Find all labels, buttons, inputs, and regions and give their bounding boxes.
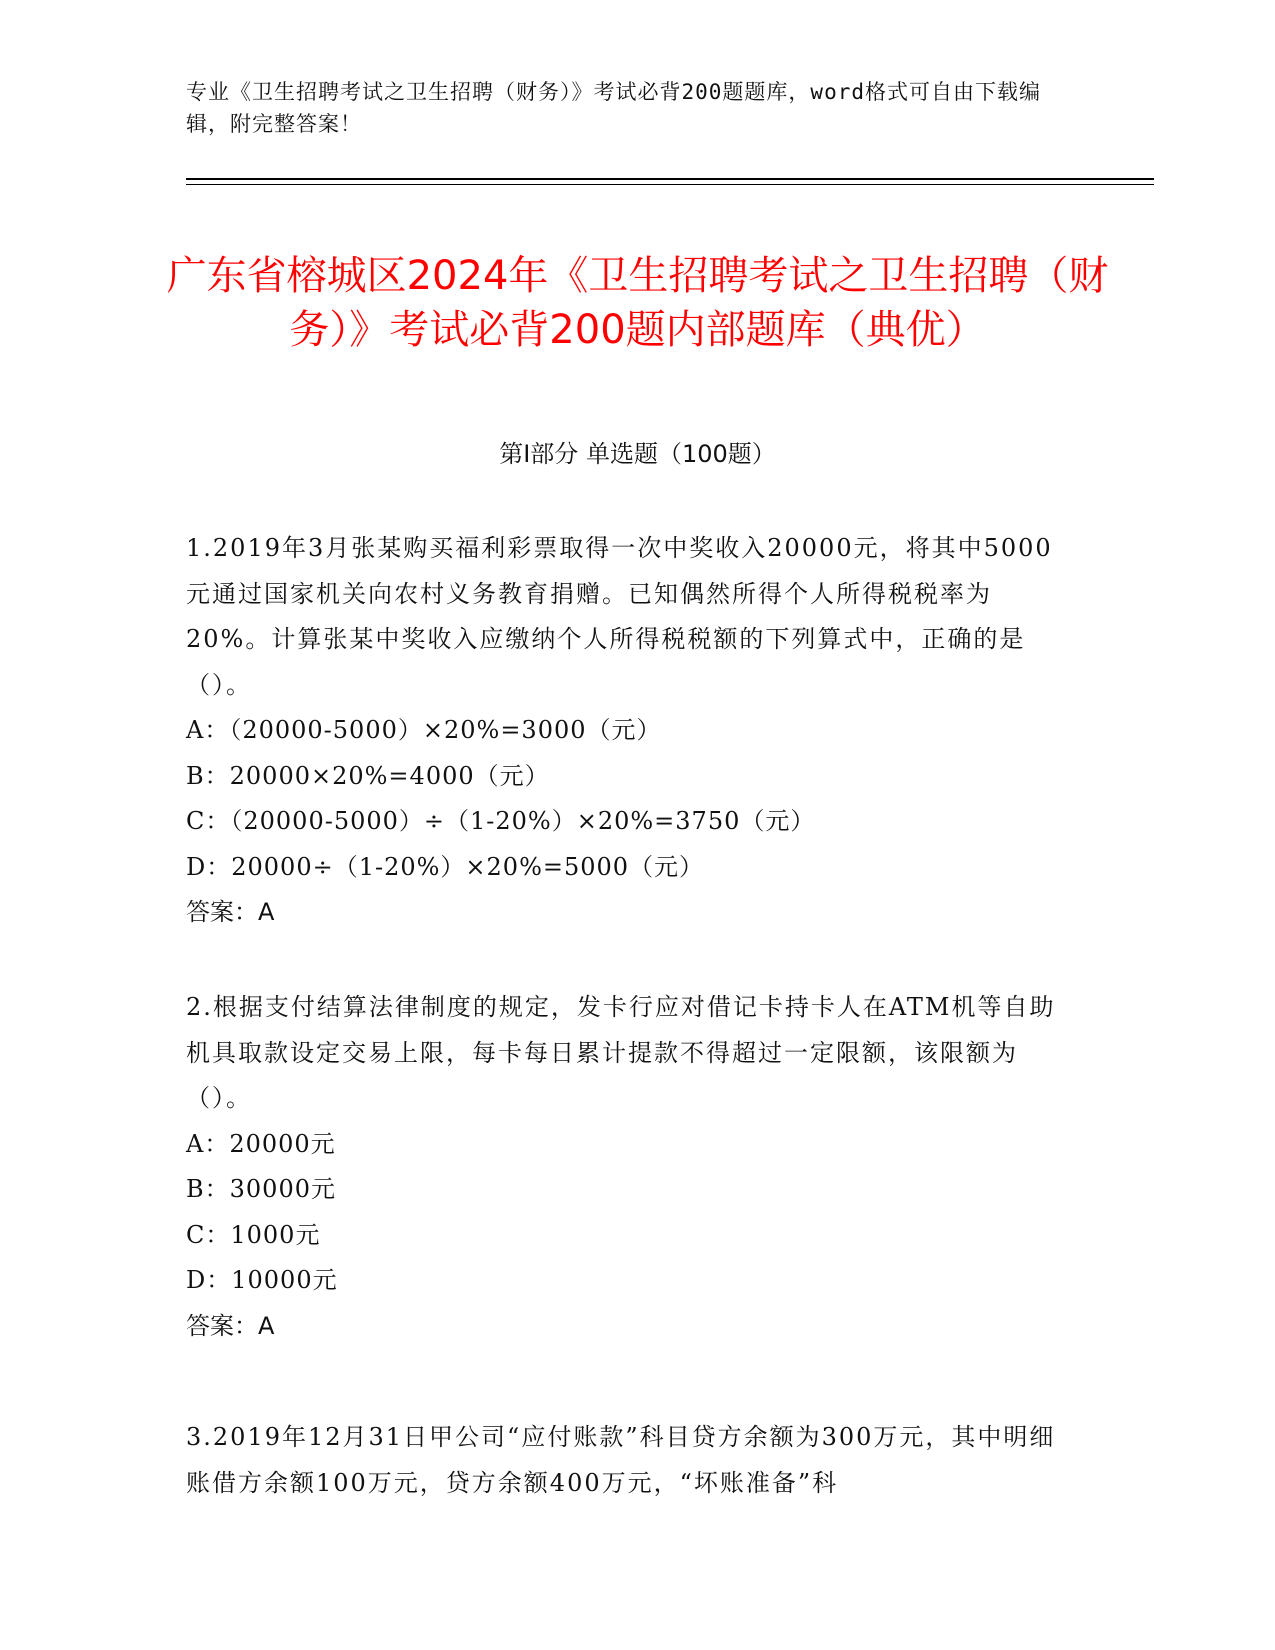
question-stem: 2.根据支付结算法律制度的规定，发卡行应对借记卡持卡人在ATM机等自助机具取款设定交易上限，每卡每日累计提款不得超过一定限额，该限额为（）。 (186, 993, 1056, 1112)
question-2 (186, 985, 1066, 1349)
question-stem: 3.2019年12月31日甲公司“应付账款”科目贷方余额为300万元，其中明细账借方余额100万元，贷方余额400万元，“坏账准备”科 (186, 1423, 1056, 1497)
question-stem: 1.2019年3月张某购买福利彩票取得一次中奖收入20000元，将其中5000元通过国家机关向农村义务教育捐赠。已知偶然所得个人所得税税率为20%。计算张某中奖收入应缴纳个人所得税税额的下列算式中，正确的是（）。 (186, 534, 1053, 699)
document-title: 广东省榕城区2024年《卫生招聘考试之卫生招聘（财务）》考试必背200题内部题库（典优） (166, 252, 1109, 353)
question-3 (186, 1415, 1066, 1506)
header-rule-thin (186, 184, 1154, 185)
answer-line: 答案：A (186, 1311, 275, 1340)
option-d: D：10000元 (186, 1266, 338, 1294)
section-heading: 第I部分 单选题（100题） (499, 440, 776, 468)
option-a: A：20000元 (186, 1129, 336, 1158)
intro-text: 专业《卫生招聘考试之卫生招聘（财务）》考试必背200题题库，word格式可自由下载编辑，附完整答案！ (186, 80, 1041, 136)
option-a: A：（20000-5000）×20%=3000（元） (186, 716, 662, 744)
answer-line: 答案：A (186, 898, 275, 926)
option-d: D：20000÷（1-20%）×20%=5000（元） (186, 852, 705, 881)
header-rule-thick (186, 178, 1154, 180)
question-1 (186, 526, 1066, 936)
option-b: B：20000×20%=4000（元） (186, 761, 550, 790)
option-c: C：1000元 (186, 1220, 321, 1249)
option-c: C：（20000-5000）÷（1-20%）×20%=3750（元） (186, 807, 816, 835)
option-b: B：30000元 (186, 1175, 336, 1203)
